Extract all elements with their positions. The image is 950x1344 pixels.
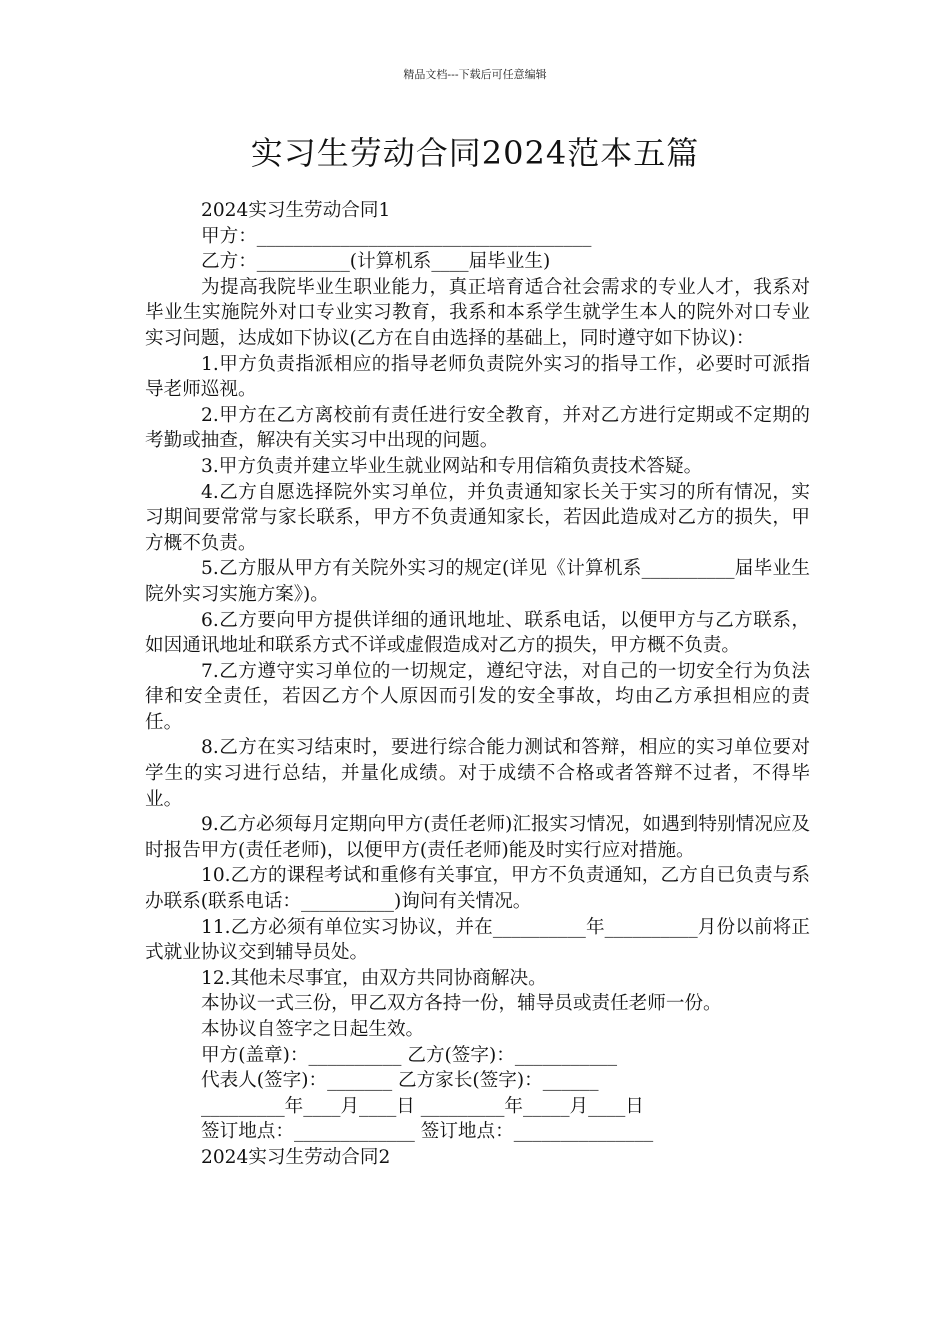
signature-line-1: 甲方(盖章)：__________ 乙方(签字)：___________ — [201, 1044, 618, 1066]
clause-3 — [145, 454, 810, 480]
party-a-line: 甲方：____________________________________ — [201, 225, 592, 247]
clause-4 — [145, 480, 810, 557]
intro-paragraph — [145, 275, 810, 352]
clause-8 — [145, 735, 810, 812]
copies-line: 本协议一式三份，甲乙双方各持一份，辅导员或责任老师一份。 — [201, 993, 722, 1015]
page-header: 精品文档---下载后可任意编辑 — [403, 68, 547, 81]
clause-text: 4.乙方自愿选择院外实习单位，并负责通知家长关于实习的所有情况，实习期间要常常与家长联系，甲方不负责通知家长，若因此造成对乙方的损失，甲方概不负责。 — [145, 481, 810, 554]
section-heading-2: 2024实习生劳动合同2 — [201, 1146, 391, 1168]
clause-text: 10.乙方的课程考试和重修有关事宜，甲方不负责通知，乙方自已负责与系办联系(联系电话：__________)询问有关情况。 — [145, 865, 810, 913]
clause-text: 6.乙方要向甲方提供详细的通讯地址、联系电话，以便甲方与乙方联系，如因通讯地址和联系方式不详或虚假造成对乙方的损失，甲方概不负责。 — [145, 609, 810, 657]
clause-text: 1.甲方负责指派相应的指导老师负责院外实习的指导工作，必要时可派指导老师巡视。 — [145, 353, 810, 401]
clause-7 — [145, 659, 810, 736]
section-heading: 2024实习生劳动合同1 — [201, 200, 391, 221]
clause-10 — [145, 863, 810, 914]
clause-text: 11.乙方必须有单位实习协议，并在__________年__________月份以前将正式就业协议交到辅导员处。 — [145, 916, 810, 964]
clause-11 — [145, 915, 810, 966]
location-line: 签订地点：_____________ 签订地点：_______________ — [201, 1121, 654, 1143]
clause-text: 2.甲方在乙方离校前有责任进行安全教育，并对乙方进行定期或不定期的考勤或抽查，解决有关实习中出现的问题。 — [145, 404, 810, 452]
clause-text: 7.乙方遵守实习单位的一切规定，遵纪守法，对自己的一切安全行为负法律和安全责任，若因乙方个人原因而引发的安全事故，均由乙方承担相应的责任。 — [145, 660, 810, 733]
party-b-line: 乙方：__________(计算机系____届毕业生) — [201, 251, 551, 273]
signature-line-2: 代表人(签字)：_______ 乙方家长(签字)：______ — [201, 1070, 599, 1092]
clause-2 — [145, 403, 810, 454]
document-body — [145, 198, 810, 1171]
clause-6 — [145, 608, 810, 659]
clause-text: 8.乙方在实习结束时，要进行综合能力测试和答辩，相应的实习单位要对学生的实习进行总结，并量化成绩。对于成绩不合格或者答辩不过者，不得毕业。 — [145, 737, 810, 810]
clause-1 — [145, 352, 810, 403]
clause-text: 5.乙方服从甲方有关院外实习的规定(详见《计算机系__________届毕业生院外实习实施方案》)。 — [145, 558, 810, 605]
clause-9 — [145, 812, 810, 863]
clause-5 — [145, 556, 810, 607]
clause-text: 3.甲方负责并建立毕业生就业网站和专用信箱负责技术答疑。 — [201, 455, 703, 477]
clause-12: 12.其他未尽事宜，由双方共同协商解决。 — [201, 967, 547, 989]
date-line: _________年____月____日 _________年_____月____日 — [201, 1095, 644, 1117]
document-title: 实习生劳动合同2024范本五篇 — [250, 134, 700, 172]
clause-text: 9.乙方必须每月定期向甲方(责任老师)汇报实习情况，如遇到特别情况应及时报告甲方(责任老师)，以便甲方(责任老师)能及时实行应对措施。 — [145, 814, 810, 861]
effective-line: 本协议自签字之日起生效。 — [201, 1019, 425, 1040]
intro-text: 为提高我院毕业生职业能力，真正培育适合社会需求的专业人才，我系对毕业生实施院外对口专业实习教育，我系和本系学生就学生本人的院外对口专业实习问题，达成如下协议(乙方在自由选择的基础上，同时遵守如下协议)： — [145, 276, 810, 349]
